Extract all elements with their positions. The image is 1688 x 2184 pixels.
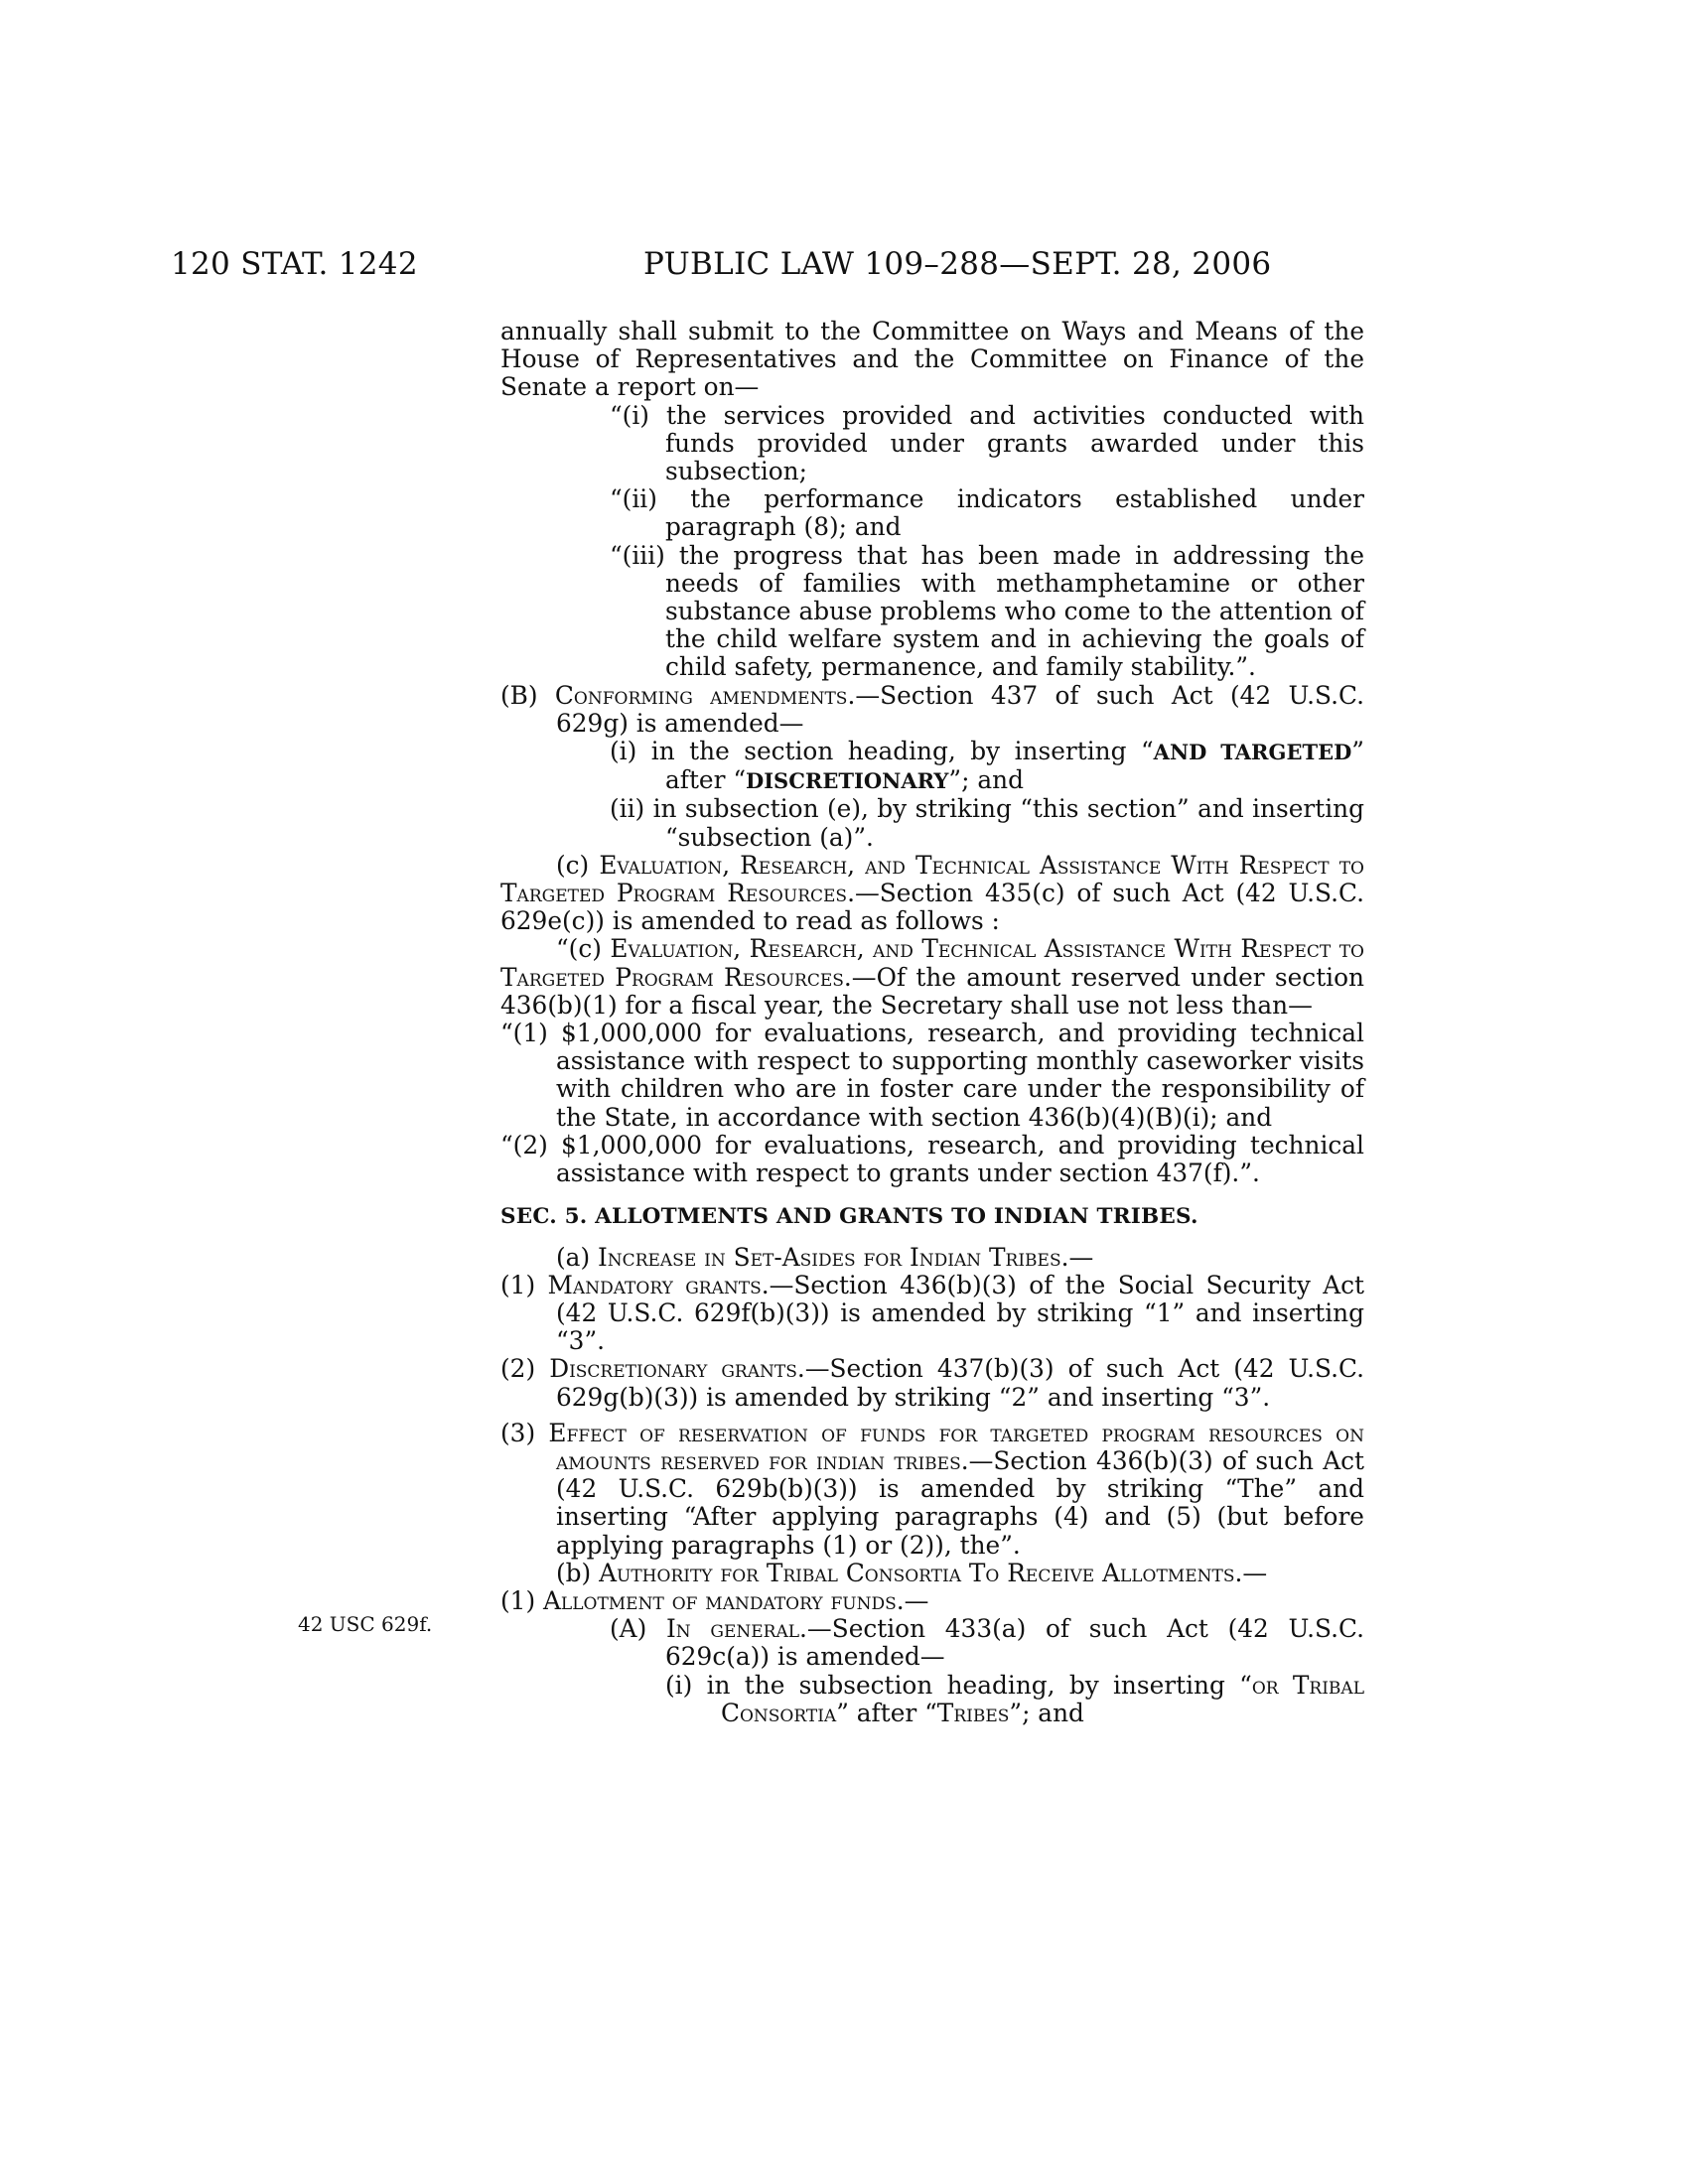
- paragraph-2-discretionary-grants: (2) Discretionary grants.—Section 437(b)(3) of such Act (42 U.S.C. 629g(b)(3)) is amended by striking “2” and inserting “3”.: [500, 1354, 1364, 1412]
- subsection-b: (b) Authority for Tribal Consortia To Receive Allotments.—: [556, 1558, 1268, 1587]
- statute-body: [500, 318, 1364, 1727]
- subsection-c-heading: Evaluation, Research, and Technical Assistance With Respect to Targeted Program Resources: [500, 850, 1364, 908]
- quoted-paragraph-2: “(2) $1,000,000 for evaluations, research, and providing technical assistance with respect to grants under section 437(f).”.: [500, 1130, 1364, 1188]
- subparagraph-b-heading: Conforming amendments: [554, 680, 848, 710]
- clause-i-heading-amendment: (i) in the section heading, by inserting “AND TARGETED” after “DISCRETIONARY”; and: [610, 737, 1364, 795]
- subsection-a-heading: Increase in Set-Asides for Indian Tribes: [598, 1242, 1061, 1272]
- paragraph-1-mandatory-grants: (1) Mandatory grants.—Section 436(b)(3) of the Social Security Act (42 U.S.C. 629f(b)(3)) is amended by striking “1” and inserting “3”.: [500, 1270, 1364, 1356]
- running-head: PUBLIC LAW 109–288—SEPT. 28, 2006: [643, 246, 1272, 282]
- paragraph-1-allotment: (1) Allotment of mandatory funds.—: [500, 1585, 929, 1615]
- margin-citation-note: 42 USC 629f.: [298, 1612, 433, 1636]
- clause-ii: “(ii) the performance indicators established under paragraph (8); and: [610, 484, 1364, 542]
- clause-i: “(i) the services provided and activities conducted with funds provided under grants awarded under this subsection;: [610, 400, 1364, 486]
- quoted-subsection-c: “(c) Evaluation, Research, and Technical Assistance With Respect to Targeted Program Resources.—Of the amount reserved under section 436(b)(1) for a fiscal year, the Secretary shall use not less than—: [500, 934, 1364, 1020]
- section-5-heading: SEC. 5. ALLOTMENTS AND GRANTS TO INDIAN TRIBES.: [500, 1204, 1198, 1230]
- paragraph-continuation: annually shall submit to the Committee on Ways and Means of the House of Representatives and the Committee on Finance of the Senate a report on—: [500, 317, 1364, 402]
- subparagraph-a-in-general: (A) In general.—Section 433(a) of such Act (42 U.S.C. 629c(a)) is amended—: [610, 1614, 1364, 1672]
- subsection-c: (c) Evaluation, Research, and Technical Assistance With Respect to Targeted Program Resources.—Section 435(c) of such Act (42 U.S.C. 629e(c)) is amended to read as follows :: [500, 850, 1364, 936]
- paragraph-3-effect-of-reservation: (3) Effect of reservation of funds for targeted program resources on amounts reserved for indian tribes.—Section 436(b)(3) of such Act (42 U.S.C. 629b(b)(3)) is amended by striking “The” and inserting “After applying paragraphs (4) and (5) (but before applying paragraphs (1) or (2)), the”.: [500, 1418, 1365, 1560]
- quoted-subsection-c-heading: Evaluation, Research, and Technical Assistance With Respect to Targeted Program Resources: [500, 934, 1364, 992]
- clause-iii: “(iii) the progress that has been made in addressing the needs of families with methamphetamine or other substance abuse problems who come to the attention of the child welfare system and in achieving the goals of child safety, permanence, and family stability.”.: [610, 540, 1364, 682]
- page-number-header: 120 STAT. 1242: [171, 246, 418, 282]
- subparagraph-b: (B) Conforming amendments.—Section 437 of such Act (42 U.S.C. 629g) is amended—: [500, 680, 1364, 738]
- clause-i-subsection-heading: (i) in the subsection heading, by inserting “or Tribal Consortia” after “Tribes”; and: [665, 1670, 1364, 1727]
- quoted-paragraph-1: “(1) $1,000,000 for evaluations, research, and providing technical assistance with respect to supporting monthly caseworker visits with children who are in foster care under the responsibility of the State, in accordance with section 436(b)(4)(B)(i); and: [500, 1019, 1364, 1132]
- clause-ii-subsection-amendment: (ii) in subsection (e), by striking “this section” and inserting “subsection (a)”.: [610, 794, 1364, 852]
- subsection-a: (a) Increase in Set-Asides for Indian Tribes.—: [556, 1242, 1094, 1272]
